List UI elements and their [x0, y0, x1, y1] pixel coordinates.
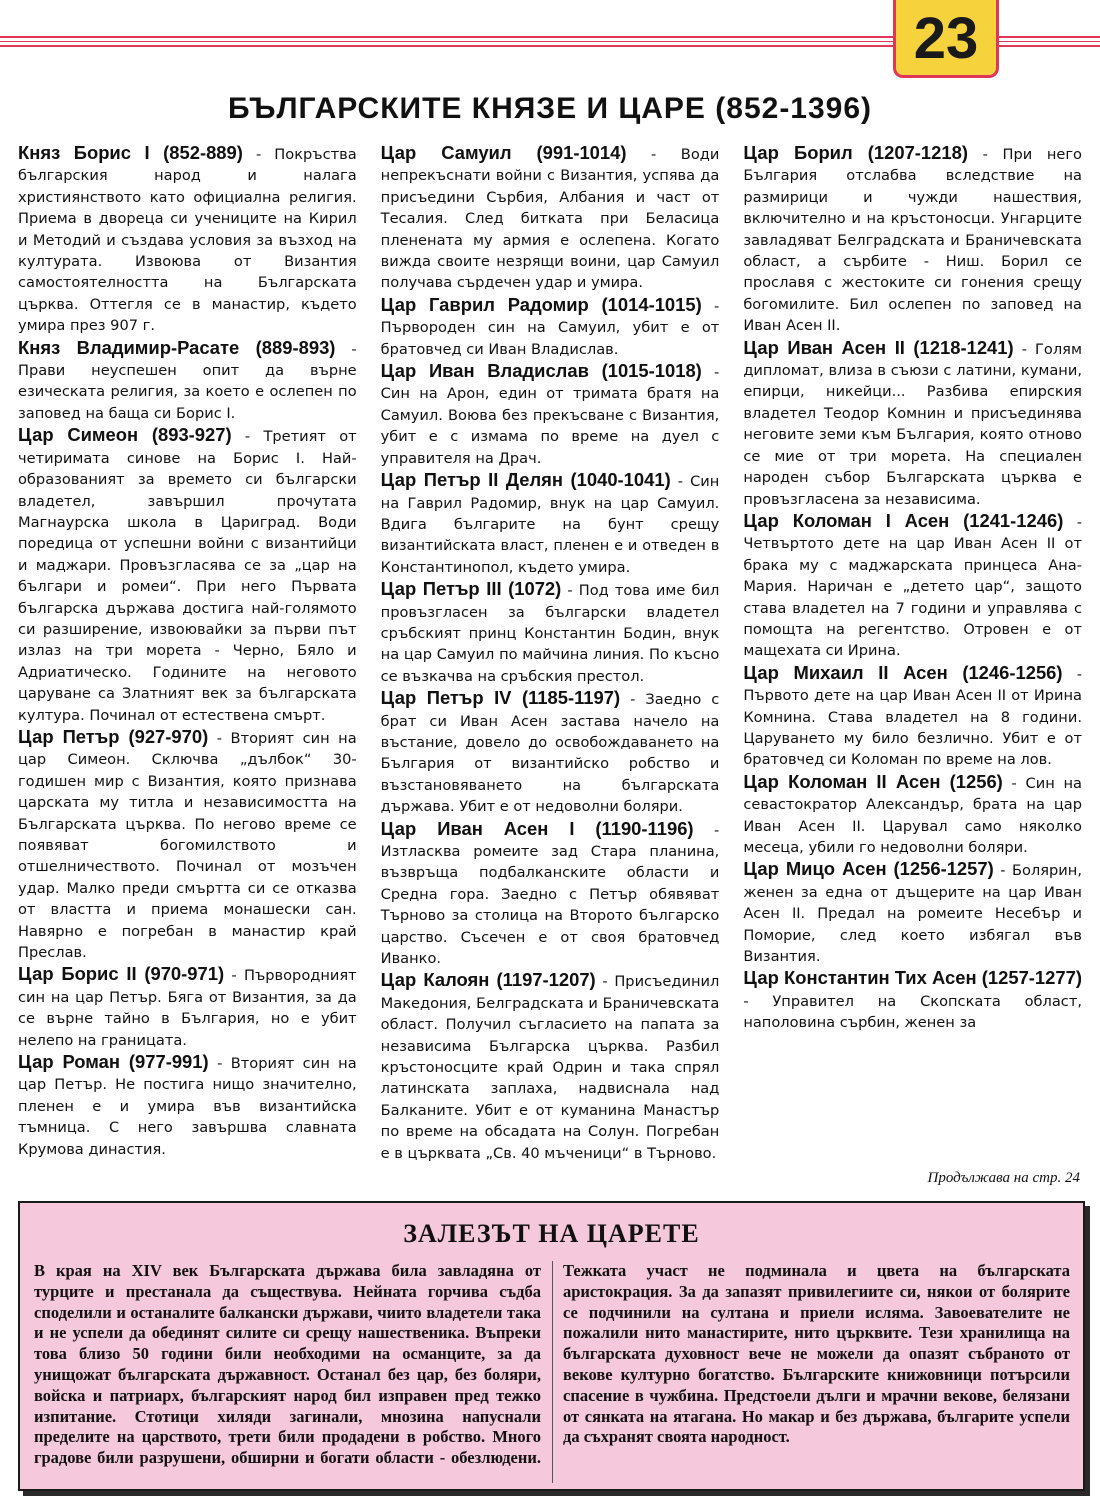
- ruler-name: Цар Петър II Делян (1040-1041): [380, 469, 671, 491]
- ruler-description: - Вторият син на цар Петър. Не постига нищо значително, пленен е и умира във византийска тъмница. С него завършва славната Крумова династия.: [18, 1055, 357, 1158]
- ruler-description: - Вторият син на цар Симеон. Сключва „дълбок“ 30-годишен мир с Византия, която признава царската му титла и независимостта на Българската църква. По негово време се появяват богомилството и отшелничеството. Починал от мозъчен удар. Малко преди смъртта си се отказва от властта и приема монашески сан. Навярно е погребан в манастир край Преслав.: [18, 729, 357, 962]
- ruler-entry: [18, 142, 357, 337]
- ruler-name: Цар Иван Асен I (1190-1196): [380, 817, 694, 839]
- ruler-description: - Четвъртото дете на цар Иван Асен II от брака му с маджарската принцеса Ана-Мария. Наричан е „детето цар“, защото става владетел на 7 години и управлява с помощта на регентство. Отровен е от мащехата си Ирина.: [743, 513, 1082, 660]
- ruler-entry: [743, 967, 1082, 1033]
- ruler-description: - Първородният син на цар Петър. Бяга от Византия, за да се върне тайно в България, но е убит нелепо на границата.: [18, 967, 357, 1049]
- page-number-tab: 23: [893, 0, 999, 78]
- ruler-entry: [743, 510, 1082, 662]
- ruler-entry: [743, 142, 1082, 337]
- ruler-entry: [381, 469, 720, 578]
- ruler-description: - Първото дете на цар Иван Асен II от Ирина Комнина. Става владетел на 8 години. Царуването му било безлично. Убит е от братовчед си Коломан по време на лов.: [743, 665, 1082, 769]
- ruler-description: - Първороден син на Самуил, убит е от братовчед си Иван Владислав.: [380, 297, 720, 358]
- ruler-entry: [18, 963, 357, 1051]
- ruler-entry: [381, 969, 720, 1164]
- ruler-name: Цар Коломан II Асен (1256): [743, 770, 1003, 792]
- ruler-name: Цар Петър IV (1185-1197): [380, 687, 621, 709]
- ruler-entry: [381, 142, 720, 294]
- ruler-description: - Изтласква ромеите зад Стара планина, възвръща подбалканските области и Средна гора. Заедно с Петър обявяват Търново за столица на Второто българско царство. Съсечен е от своя братовчед Иванко.: [380, 821, 720, 968]
- ruler-description: - Син на севастократор Александър, брата на цар Иван Асен II. Царувал само няколко месеца, убили го недоволни боляри.: [743, 774, 1082, 856]
- ruler-description: - Под това име бил провъзгласен за български владетел сръбският принц Константин Бодин, внук на цар Самуил по майчина линия. По късно се възкачва на сръбския престол.: [380, 582, 720, 685]
- ruler-description: - Голям дипломат, влиза в съюзи с латини, кумани, епирци, никейци... Разбива епирския владетел Теодор Комнин и присъединява неговите земи към България, която отново се мие от три морета. На специален народен събор Българската църква е провъзгласена за независима.: [743, 340, 1082, 508]
- ruler-description: - Присъединил Македония, Белградската и Браничевската област. Получил съгласието на папата за независима Българска църква. Разбил кръстоносците край Одрин и така спрял латинската заплаха, надвиснала над Балканите. Убит е от куманина Манастър по време на обсадата на Солун. Погребан е в църквата „Св. 40 мъченици“ в Търново.: [380, 973, 720, 1162]
- ruler-description: - Води непрекъснати войни с Византия, успява да присъедини Сърбия, Албания и част от Тесалия. След битката при Беласица пленената му армия е ослепена. Когато вижда своите незрящи воини, цар Самуил получава сърдечен удар и умира.: [380, 146, 720, 292]
- rulers-text-columns: [18, 142, 1082, 1172]
- ruler-description: - Третият от четиримата синове на Борис I. Най-образованият за времето си български владетел, завършил прочутата Магнаурска школа в Цариград. Води поредица от успешни войни с византийци и маджари. Провъзгласява се за „цар на българи и ромеи“. При него Първата българска държава достига най-голямото си разширение, извоювайки за първи път излаз на три морета - Черно, Бяло и Адриатическо. Годините на неговото царуване са Златният век за българската култура. Починал от естествена смърт.: [18, 428, 357, 724]
- box-title: ЗАЛЕЗЪТ НА ЦАРЕТЕ: [403, 1219, 700, 1248]
- ruler-description: - Управител на Скопската област, наполовина сърбин, женен за: [743, 992, 1082, 1032]
- ruler-name: Цар Иван Владислав (1015-1018): [380, 360, 702, 382]
- page-title: БЪЛГАРСКИТЕ КНЯЗЕ И ЦАРЕ (852-1396): [227, 92, 873, 125]
- ruler-name: Цар Симеон (893-927): [18, 424, 232, 446]
- ruler-name: Цар Коломан I Асен (1241-1246): [743, 509, 1064, 531]
- sidebar-box: [18, 1201, 1085, 1491]
- ruler-entry: [743, 662, 1082, 771]
- ruler-description: - При него България отслабва вследствие на размирици и чужди нашествия, включително и на кръстоносци. Унгарците завладяват Белградската и Браничевската област, а сърбите - Ниш. Борил се прославя с жестоките си гонения срещу богомилите. Бил ослепен по заповед на Иван Асен II.: [743, 146, 1082, 335]
- ruler-entry: [743, 771, 1082, 859]
- ruler-name: Цар Борис II (970-971): [18, 963, 225, 985]
- ruler-entry: [18, 726, 357, 963]
- ruler-name: Цар Петър (927-970): [18, 725, 209, 747]
- ruler-description: - Син на Гаврил Радомир, внук на цар Самуил. Вдига българите на бунт срещу византийската власт, пленен е и отведен в Константинопол, където умира.: [380, 473, 720, 576]
- ruler-name: Княз Борис I (852-889): [18, 142, 243, 163]
- ruler-name: Цар Гаврил Радомир (1014-1015): [380, 293, 702, 315]
- box-text: В края на XIV век Българската държава била завладяна от турците и престанала да съществува. Нейната горчива съдба споделили и останалите балкански държави, чиито владетели така и не успели да обединят силите си срещу нашественика. Въпреки това близо 50 години били необходими на османците, за да унищожат българската държавност. Останал без цар, без боляри, войска и патриарх, българският народ бил изправен пред тежко изпитание. Стотици хиляди загинали, мнозина напуснали пределите на царството, трети били продадени в робство. Много градове били разрушени, обширни и богати области - обезлюдени. Тежката участ не подминала и цвета на българската аристокрация. За да запазят привилегиите си, някои от болярите се подчинили на султана и приели исляма. Завоевателите не пожалили нито манастирите, нито църквите. Тези хранилища на българската духовност вече не можели да опазят събраното от векове културно богатство. Българските книжовници потърсили спасение в чужбина. Предстоели дълги и мрачни векове, белязани от сянката на ятагана. Но макар и без държава, българите успели да съхранят своята народност.: [34, 1261, 1070, 1468]
- ruler-description: - Заедно с брат си Иван Асен застава начело на въстание, довело до освобождаването на България от византийско робство и възстановяването на българската държава. Убит е от недоволни боляри.: [380, 691, 720, 816]
- ruler-name: Цар Мицо Асен (1256-1257): [743, 858, 994, 880]
- ruler-entry: [743, 858, 1082, 967]
- ruler-description: - Прави неуспешен опит да върне езическата религия, за което е ослепен по заповед на баща си Борис I.: [18, 340, 357, 422]
- ruler-name: Цар Константин Тих Асен (1257-1277): [743, 967, 1082, 989]
- ruler-entry: [743, 337, 1082, 510]
- ruler-entry: [18, 1051, 357, 1160]
- ruler-name: Цар Борил (1207-1218): [743, 142, 968, 163]
- ruler-name: Цар Михаил II Асен (1246-1256): [743, 661, 1063, 683]
- ruler-entry: [18, 337, 357, 425]
- ruler-description: - Болярин, женен за една от дъщерите на цар Иван Асен II. Предал на ромеите Несебър и Поморие, след което избягал във Византия.: [743, 862, 1082, 966]
- ruler-name: Цар Петър III (1072): [380, 578, 562, 600]
- ruler-entry: [381, 578, 720, 687]
- ruler-name: Цар Роман (977-991): [18, 1051, 209, 1073]
- ruler-name: Цар Самуил (991-1014): [380, 142, 627, 163]
- ruler-name: Княз Владимир-Расате (889-893): [18, 336, 336, 358]
- ruler-entry: [381, 687, 720, 817]
- ruler-entry: [381, 818, 720, 970]
- ruler-name: Цар Иван Асен II (1218-1241): [743, 336, 1014, 358]
- ruler-entry: [381, 360, 720, 469]
- continue-note: Продължава на стр. 24: [927, 1170, 1080, 1186]
- ruler-entry: [18, 424, 357, 726]
- ruler-name: Цар Калоян (1197-1207): [380, 969, 596, 991]
- ruler-description: - Покръства българския народ и налага християнството като официална религия. Приема в двореца си учениците на Кирил и Методий и създава условия за възход на културата. Извоюва от Византия самостоятелността на Българската църква. Оттегля се в манастир, където умира през 907 г.: [18, 146, 357, 335]
- ruler-description: - Син на Арон, един от тримата братя на Самуил. Воюва без прекъсване с Византия, убит е с измама по време на дуел с управителя на Драч.: [380, 364, 720, 467]
- ruler-entry: [381, 294, 720, 360]
